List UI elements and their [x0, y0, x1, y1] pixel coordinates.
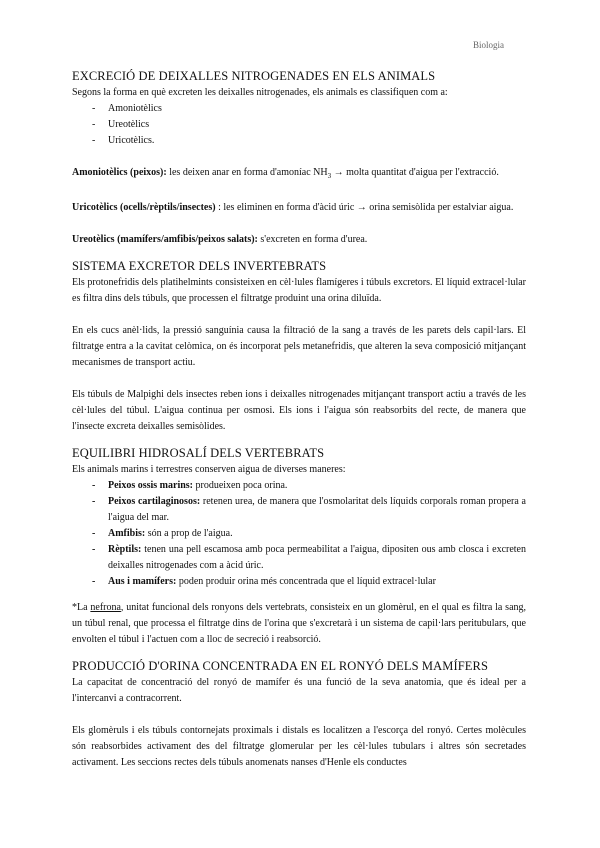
- s1-intro: Segons la forma en què excreten les deixalles nitrogenades, els animals es classifiquen com a:: [72, 87, 448, 98]
- ureotelics-paragraph: Ureotèlics (mamífers/amfibis/peixos salats): s'excreten en forma d'urea.: [72, 234, 368, 245]
- section-title-equilibri: EQUILIBRI HIDROSALÍ DELS VERTEBRATS: [72, 446, 325, 460]
- section-title-produccio: PRODUCCIÓ D'ORINA CONCENTRADA EN EL RONYÓ DELS MAMÍFERS: [72, 659, 488, 673]
- amoniotelics-label: Amoniotèlics (peixos):: [72, 167, 167, 178]
- list-item: - Peixos ossis marins: produeixen poca orina.: [92, 478, 526, 494]
- s4-paragraph-1: La capacitat de concentració del ronyó de mamífer és una funció de la seva anatomia, que és ideal per a l'intercanvi a contracorrent.: [72, 677, 526, 704]
- ureotelics-label: Ureotèlics (mamífers/amfibis/peixos salats):: [72, 234, 258, 245]
- list-item: - Aus i mamífers: poden produir orina més concentrada que el líquid extracel·lular: [92, 574, 526, 590]
- document-body: [72, 68, 526, 771]
- s4-paragraph-2: Els glomèruls i els túbuls contornejats proximals i distals es localitzen a l'escorça del ronyó. Certes molècules són reabsorbides activament des del filtratge glomerular per les cèl·lules tubulars i altres són secretades activament. Les seccions rectes dels túbuls anomenats nanses d'Henle els conductes: [72, 725, 526, 768]
- s2-paragraph-3: Els túbuls de Malpighi dels insectes reben ions i deixalles nitrogenades mitjançant transport actiu a través de les cèl·lules del túbul. L'aigua continua per osmosi. Els ions i l'aigua són reabsorbits del recte, de manera que l'insecte excreta deixalles semisòlides.: [72, 389, 526, 432]
- list-item: - Ureotèlics: [92, 117, 526, 133]
- uricotelics-label: Uricotèlics (ocells/rèptils/insectes): [72, 202, 216, 213]
- section-title-excrecio: EXCRECIÓ DE DEIXALLES NITROGENADES EN ELS ANIMALS: [72, 69, 436, 83]
- list-item: - Rèptils: tenen una pell escamosa amb poca permeabilitat a l'aigua, dipositen ous amb closca i excreten deixalles nitrogenades com a àcid úric.: [92, 542, 526, 574]
- section-title-invertebrats: SISTEMA EXCRETOR DELS INVERTEBRATS: [72, 259, 327, 273]
- s3-intro: Els animals marins i terrestres conserven aigua de diverses maneres:: [72, 464, 346, 475]
- list-item: - Amfibis: són a prop de l'aigua.: [92, 526, 526, 542]
- uricotelics-paragraph: Uricotèlics (ocells/rèptils/insectes) : les eliminen en forma d'àcid úric → orina semisòlida per estalviar aigua.: [72, 202, 514, 213]
- classification-list: [72, 101, 526, 149]
- vertebrate-list: [72, 478, 526, 590]
- nefrona-note: *La nefrona, unitat funcional dels ronyons dels vertebrats, consisteix en un glomèrul, en el qual es filtra la sang, un túbul renal, que processa el filtratge dins de l'orina que s'excretarà i un sistema de capil·lars peritubulars, que envolten el túbul i l'actuen com a lloc de secreció i reabsorció.: [72, 602, 527, 645]
- amoniotelics-paragraph: Amoniotèlics (peixos): les deixen anar en forma d'amoníac $NH_3$ → molta quantitat d'aigua per l'extracció.: [72, 167, 499, 180]
- list-item: - Peixos cartilaginosos: retenen urea, de manera que l'osmolaritat dels líquids corporals roman propera a l'aigua del mar.: [92, 494, 526, 526]
- s2-paragraph-1: Els protonefridis dels platihelmints consisteixen en cèl·lules flamígeres i túbuls excretors. El líquid extracel·lular es filtra dins dels túbuls, que processen el filtratge produint una orina diluïda.: [72, 277, 526, 304]
- page-header-subject: Biologia: [473, 40, 504, 50]
- list-item: - Amoniotèlics: [92, 101, 526, 117]
- list-item: - Uricotèlics.: [92, 133, 526, 149]
- nefrona-term: nefrona: [90, 602, 121, 613]
- s2-paragraph-2: En els cucs anèl·lids, la pressió sanguínia causa la filtració de la sang a través de les parets dels capil·lars. El filtratge entra a la cavitat celòmica, on és incorporat pels metanefridis, que alteren la seva composició mitjançant mecanismes de transport actiu.: [72, 325, 526, 368]
